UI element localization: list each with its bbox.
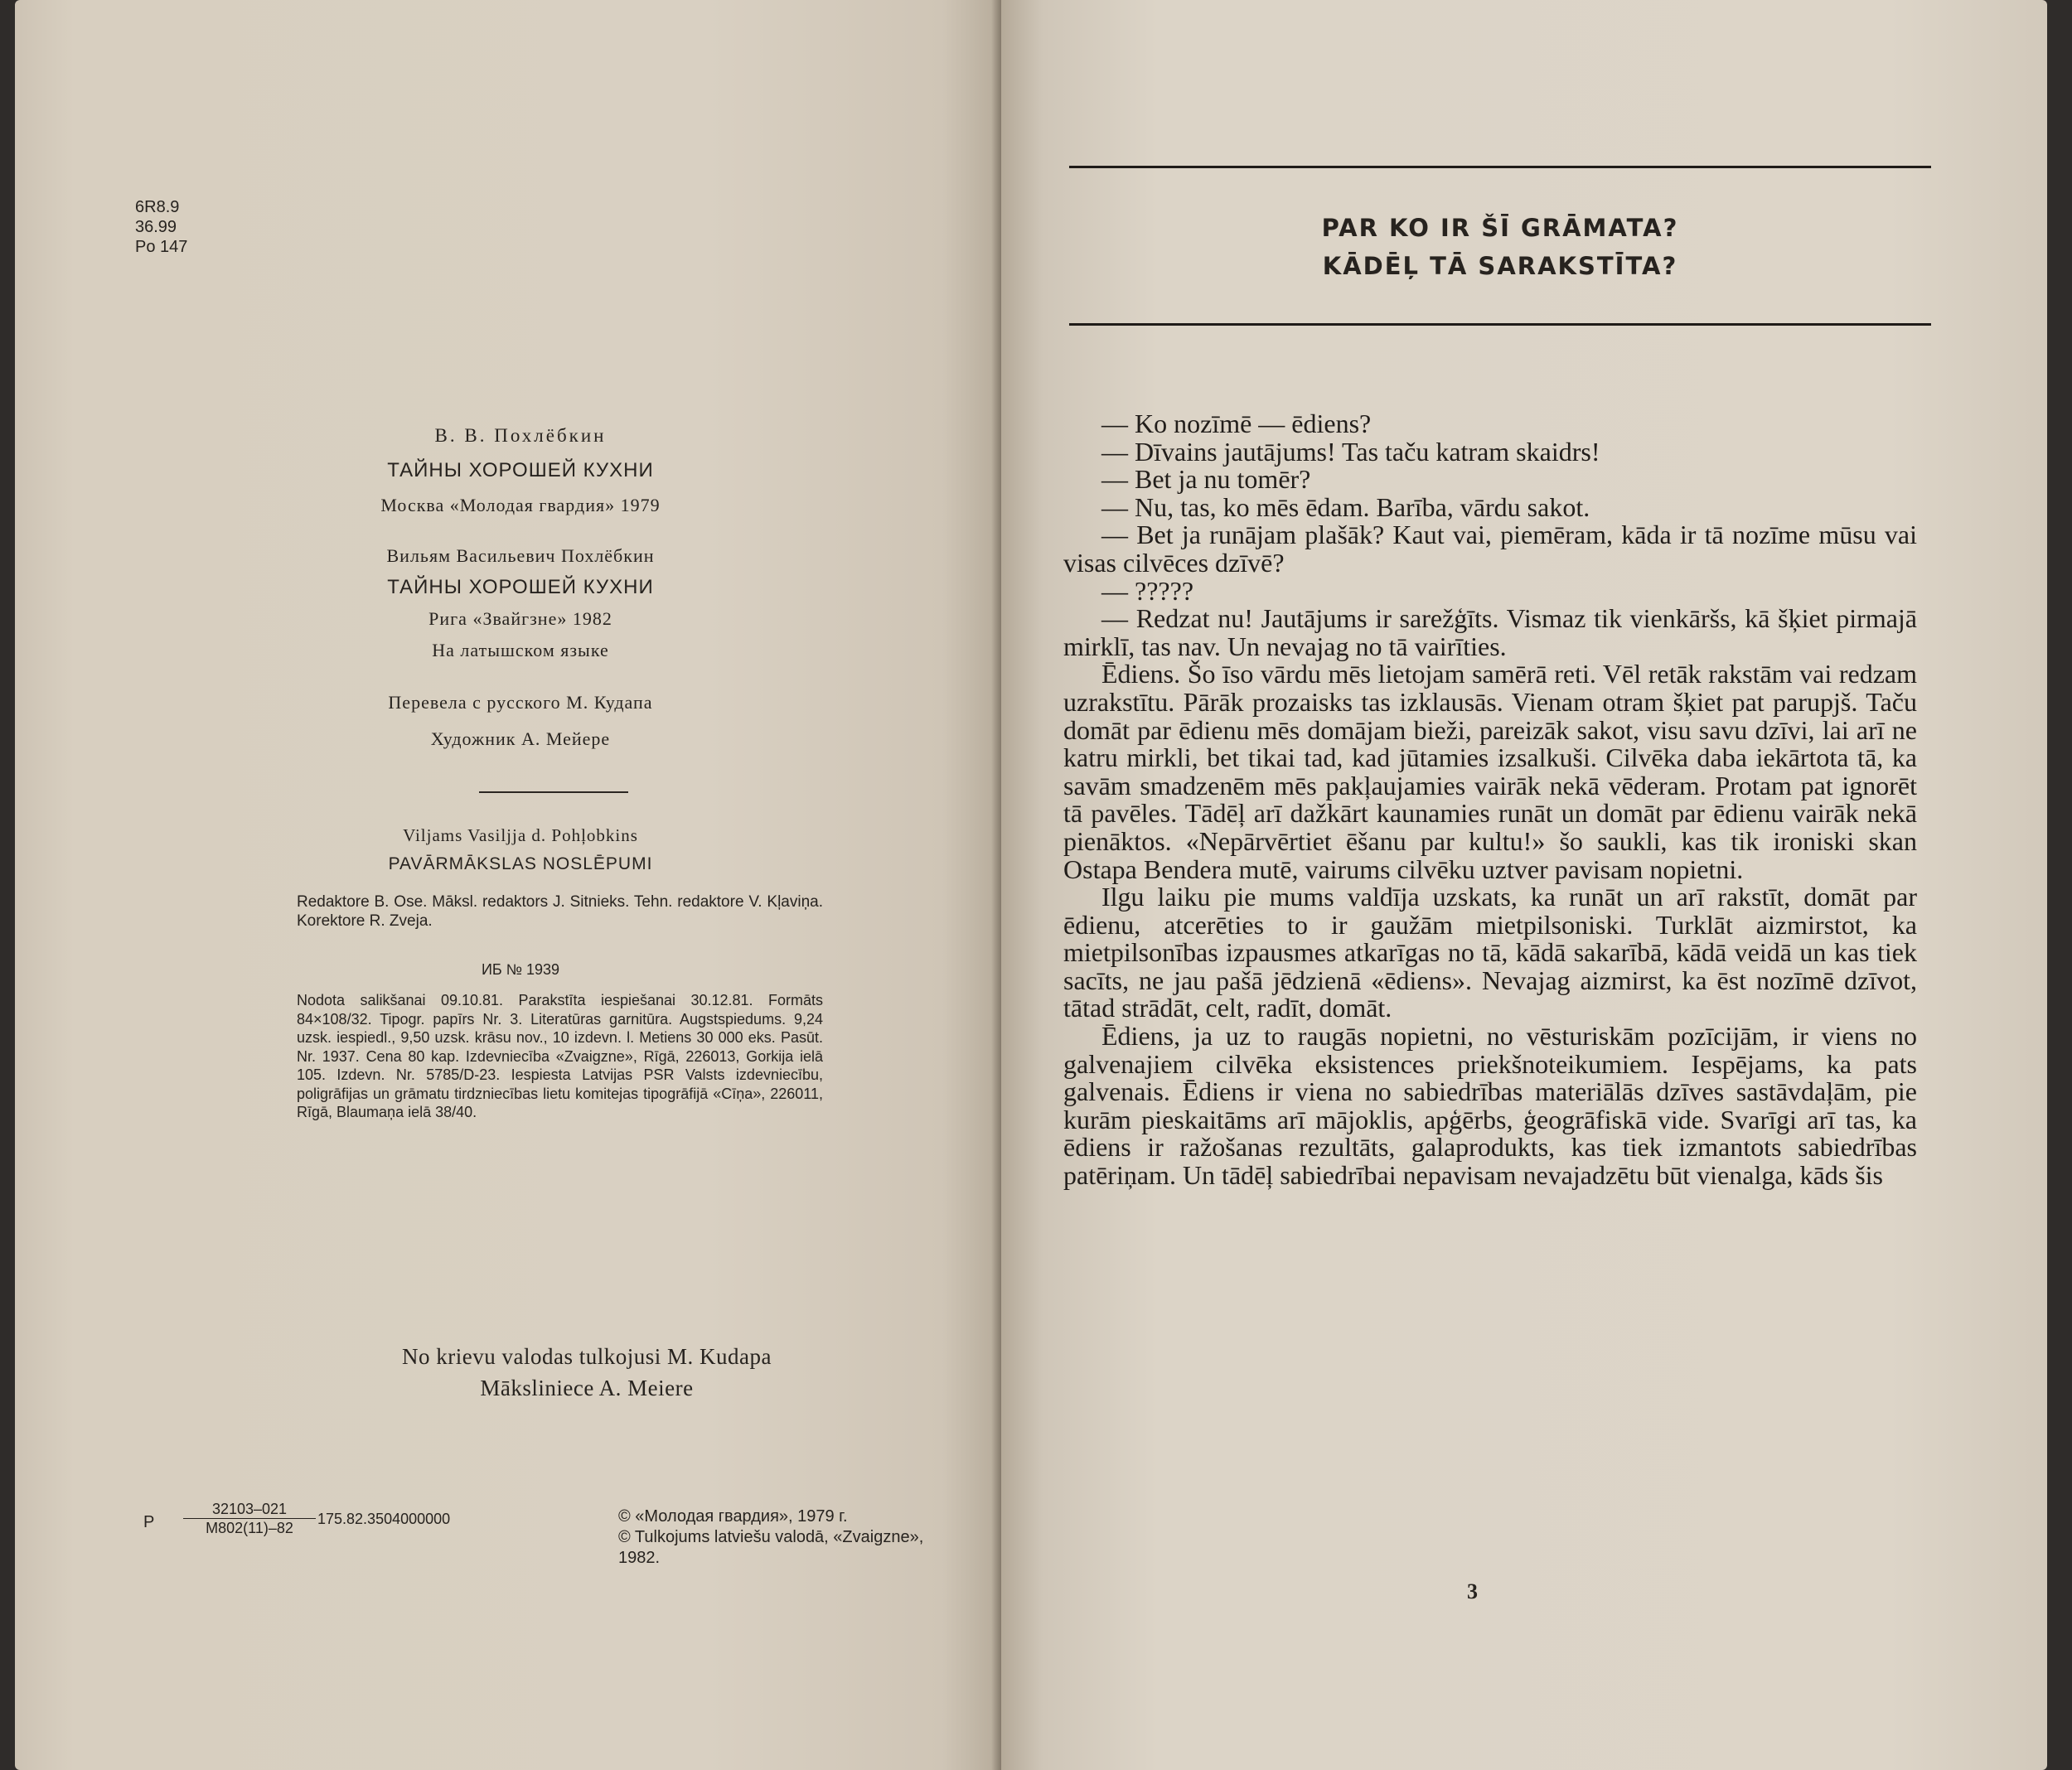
copyright-line: © Tulkojums latviešu valodā, «Zvaigzne», 1982. [618, 1528, 924, 1567]
author-line: Вильям Васильевич Похлёбкин [386, 545, 655, 566]
chapter-heading [1069, 209, 1931, 285]
author-line: В. В. Похлёбкин [434, 425, 607, 446]
copyright-line: © «Молодая гвардия», 1979 г. [618, 1507, 848, 1526]
dialogue-line: — ????? [1101, 575, 1194, 606]
body-paragraph: Ēdiens, ja uz to raugās nopietni, no vēsturiskām pozīcijām, ir viens no galvenajiem cilvēka eksistences priekšnoteikumiem. Iespējams, ka pats galvenais. Ēdiens ir viena no sabiedrības materiālās dzīves sastāvdaļām, pie kurām pieskaitāms arī mājoklis, apģērbs, ģeogrāfiskā vide. Svarīgi arī tas, ka ēdiens ir ražošanas rezultāts, galaprodukts, kas tiek izmantots sabiedrības patēriņam. Un tādēļ sabiedrībai nepavisam nevajadzētu būt vienalga, kāds šis [1063, 1021, 1917, 1191]
latvian-edition [288, 825, 753, 874]
left-page [15, 0, 1001, 1770]
editors-text: Redaktore B. Ose. Māksl. redaktors J. Sitnieks. Tehn. redaktore V. Kļaviņa. Korektore R. Zveja. [297, 893, 823, 930]
publisher-line: Москва «Молодая гвардия» 1979 [380, 495, 661, 515]
dialogue-line: — Bet ja nu tomēr? [1101, 464, 1311, 495]
catalog-denominator: M802(11)–82 [206, 1520, 293, 1536]
dialogue-line: — Ko nozīmē — ēdiens? [1101, 409, 1372, 438]
classification-line: Po 147 [135, 238, 188, 256]
title-line: ТАЙНЫ ХОРОШЕЙ КУХНИ [387, 576, 654, 598]
publisher-line: Рига «Звайгзне» 1982 [428, 608, 612, 629]
heading-line: PAR KO IR ŠĪ GRĀMATA? [1321, 214, 1679, 242]
russian-credits [288, 691, 753, 751]
body-paragraph: Ēdiens. Šo īso vārdu mēs lietojam samērā reti. Vēl retāk rakstām vai redzam uzrakstītu. Pārāk prozaisks tas izklausās. Vienam otram šķiet pat parupjš. Taču domāt par ēdienu mēs domājam bieži, pareizāk sakot, visu savu dzīvi, lai arī ne katru mirkli, bet tikai tad, kad jūtamies izsalkuši. Cilvēka daba iekārtota tā, ka savām smadzenēm mēs pakļaujamies vairāk nekā vēderam. Protam pat ignorēt tā pavēles. Tādēļ arī dažkārt kaunamies runāt un domāt par ēdienu vairāk nekā pienāktos. «Nepārvērtiet ēšanu par kultu!» šo saukli, kas tik ironiski skan Ostapa Bendera mutē, vairums cilvēku uztver pavisam nopietni. [1063, 659, 1917, 884]
classification-line: 6R8.9 [135, 198, 180, 216]
divider [479, 791, 628, 793]
translator-credit-line: No krievu valodas tulkojusi M. Kudapa [402, 1344, 772, 1369]
classification-line: 36.99 [135, 218, 177, 236]
dialogue-line: — Dīvains jautājums! Tas taču katram skaidrs! [1101, 436, 1600, 467]
catalog-numerator: 32103–021 [183, 1500, 316, 1519]
artist-line: Художник А. Мейере [430, 728, 611, 749]
classification-codes [135, 197, 187, 257]
russian-translation-edition [288, 544, 753, 662]
artist-credit-line: Māksliniece A. Meiere [480, 1376, 694, 1400]
catalog-number: 175.82.3504000000 [317, 1511, 451, 1527]
ib-number: ИБ № 1939 [481, 961, 560, 978]
translator-line: Перевела с русского М. Кудапа [388, 692, 653, 713]
chapter-body [1063, 410, 1917, 1190]
title-line: ТАЙНЫ ХОРОШЕЙ КУХНИ [387, 459, 654, 481]
dialogue-line: — Nu, tas, ko mēs ēdam. Barība, vārdu sakot. [1101, 491, 1590, 522]
dialogue-line: — Redzat nu! Jautājums ir sarežģīts. Vismaz tik vienkāršs, kā šķiet pirmajā mirklī, tas nav. Un nevajag no tā vairīties. [1063, 603, 1917, 661]
heading-top-rule [1069, 166, 1931, 168]
language-line: На латышском языке [432, 640, 609, 660]
body-paragraph: Ilgu laiku pie mums valdīja uzskats, ka runāt un arī rakstīt, domāt par ēdienu, atcerēties to ir gaužām mietpilsoniski. Turklāt aizmirstot, ka mietpilsonības izpausmes atkarīgas no tā, kādā sakarībā, kādā veidā un kas tiek sacīts, ne jau pašā jēdzienā «ēdiens». Nevajag aizmirst, ka ēst nozīmē dzīvot, tātad strādāt, celt, radīt, domāt. [1063, 882, 1917, 1023]
imprint-details: Nodota salikšanai 09.10.81. Parakstīta iespiešanai 30.12.81. Formāts 84×108/32. Tipogr. papīrs Nr. 3. Literatūras garnitūra. Augstspiedums. 9,24 uzsk. iespiedl., 9,50 uzsk. krāsu nov., 10 izdevn. l. Metiens 30 000 eks. Pasūt. Nr. 1937. Cena 80 kap. Izdevniecība «Zvaigzne», Rīgā, 226013, Gorkija ielā 105. Izdevn. Nr. 5785/D-23. Iespiesta Latvijas PSR Valsts izdevniecību, poligrāfijas un grāmatu tirdzniecības lietu komitejas tipogrāfijā «Cīņa», 226011, Rīgā, Blaumaņa ielā 38/40. [297, 992, 823, 1120]
author-line: Viljams Vasiljja d. Pohļobkins [403, 825, 638, 845]
page-number: 3 [1467, 1579, 1478, 1603]
ib-number-wrap [288, 960, 753, 979]
title-line: PAVĀRMĀKSLAS NOSLĒPUMI [388, 854, 653, 873]
translator-credits [305, 1341, 869, 1404]
heading-line: KĀDĒĻ TĀ SARAKSTĪTA? [1322, 252, 1678, 280]
copyright-block [618, 1506, 966, 1569]
dialogue-line: — Bet ja runājam plašāk? Kaut vai, piemēram, kāda ir tā nozīme mūsu vai visas cilvēces dzīvē? [1063, 520, 1917, 578]
heading-bottom-rule [1069, 323, 1931, 326]
russian-original-edition [288, 424, 753, 517]
catalog-prefix: P [143, 1513, 155, 1531]
catalog-fraction [183, 1500, 316, 1537]
